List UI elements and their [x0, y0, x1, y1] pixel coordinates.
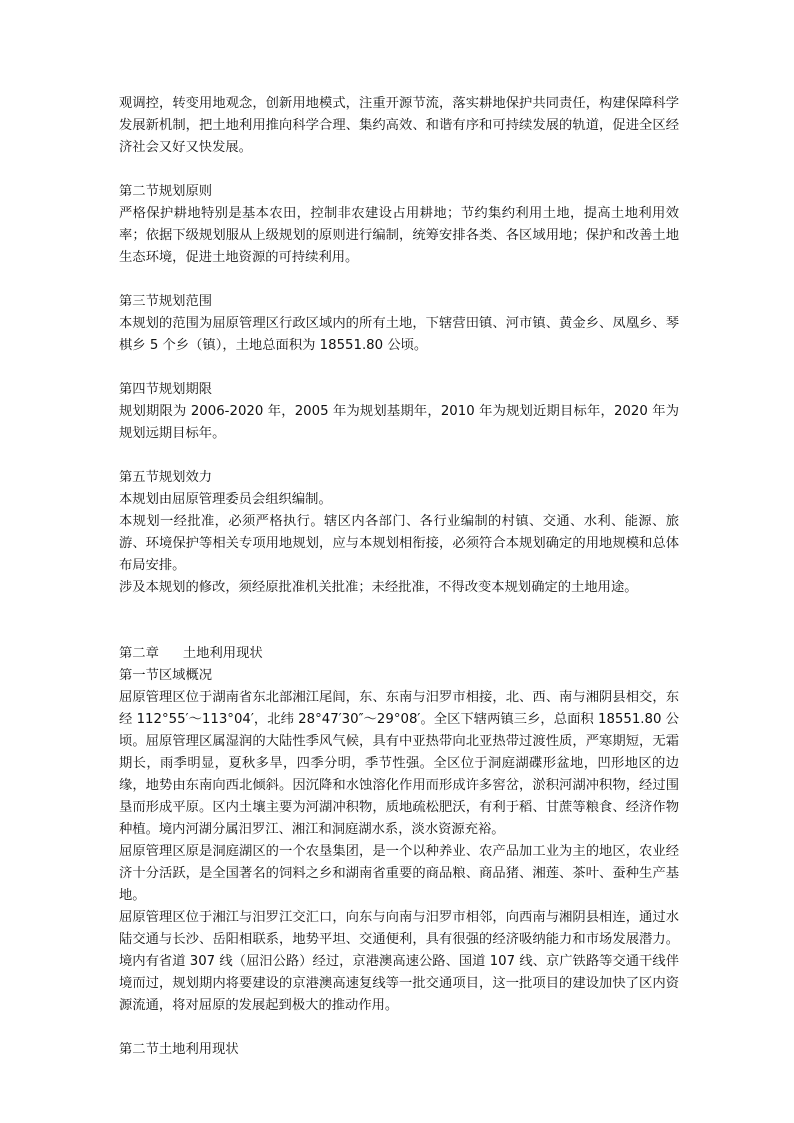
section-heading-region: 第一节区域概况	[119, 668, 213, 683]
spacer	[119, 1017, 679, 1039]
effect-paragraph-2: 本规划一经批准，必须严格执行。辖区内各部门、各行业编制的村镇、交通、水利、能源、旅游、环境保护等相关专项用地规划，应与本规划相衔接，必须符合本规划确定的用地规模和总体布局安排。	[119, 514, 679, 573]
chapter-title: 土地利用现状	[182, 646, 263, 661]
chapter-label: 第二章	[119, 646, 159, 661]
spacer	[119, 269, 679, 291]
region-paragraph-1: 屈原管理区位于湖南省东北部湘江尾闾，东、东南与汨罗市相接，北、西、南与湘阴县相交，东经 112°55′～113°04′，北纬 28°47′30″～29°08′。全区下辖两镇三乡，总面积 18551.80 公顷。屈原管理区属湿润的大陆性季风气候，具有中亚热带向北亚热带过渡性质，严寒期短，无霜期长，雨季明显，夏秋多旱，四季分明，季节性强。全区位于洞庭湖碟形盆地，凹形地区的边缘，地势由东南向西北倾斜。因沉降和水蚀溶化作用而形成许多窖岔，淤积河湖冲积物，经过围垦而形成平原。区内土壤主要为河湖冲积物，质地疏松肥沃，有利于稻、甘蔗等粮食、经济作物种植。境内河湖分属汨罗江、湘江和洞庭湖水系，淡水资源充裕。	[119, 690, 679, 837]
spacer	[119, 159, 679, 181]
effect-paragraph-1: 本规划由屈原管理委员会组织编制。	[119, 492, 332, 507]
spacer	[119, 445, 679, 467]
region-paragraph-3: 屈原管理区位于湘江与汨罗江交汇口，向东与向南与汨罗市相邻，向西南与湘阴县相连，通过水陆交通与长沙、岳阳相联系，地势平坦、交通便利，具有很强的经济吸纳能力和市场发展潜力。境内有省道 307 线（屈汨公路）经过，京港澳高速公路、国道 107 线、京广铁路等交通干线伴境而过，规划期内将要建设的京港澳高速复线等一批交通项目，这一批项目的建设加快了区内资源流通，将对屈原的发展起到极大的推动作用。	[119, 910, 679, 1013]
region-paragraph-2: 屈原管理区原是洞庭湖区的一个农垦集团，是一个以种养业、农产品加工业为主的地区，农业经济十分活跃，是全国著名的饲料之乡和湖南省重要的商品粮、商品猪、湘莲、茶叶、蚕种生产基地。	[119, 844, 679, 903]
section-heading-land-use: 第二节土地利用现状	[119, 1042, 239, 1057]
section-heading-scope: 第三节规划范围	[119, 294, 213, 309]
spacer	[119, 357, 679, 379]
scope-paragraph: 本规划的范围为屈原管理区行政区域内的所有土地，下辖营田镇、河市镇、黄金乡、凤凰乡、琴棋乡 5 个乡（镇），土地总面积为 18551.80 公顷。	[119, 316, 679, 353]
period-paragraph: 规划期限为 2006-2020 年，2005 年为规划基期年，2010 年为规划近期目标年，2020 年为规划远期目标年。	[119, 404, 679, 441]
section-heading-principles: 第二节规划原则	[119, 184, 213, 199]
section-heading-period: 第四节规划期限	[119, 382, 213, 397]
principles-paragraph: 严格保护耕地特别是基本农田，控制非农建设占用耕地；节约集约利用土地，提高土地利用效率；依据下级规划服从上级规划的原则进行编制，统筹安排各类、各区域用地；保护和改善土地生态环境，促进土地资源的可持续利用。	[119, 206, 679, 265]
spacer	[119, 599, 679, 643]
section-heading-effect: 第五节规划效力	[119, 470, 213, 485]
document-page	[119, 93, 679, 1061]
effect-paragraph-3: 涉及本规划的修改，须经原批准机关批准；未经批准，不得改变本规划确定的土地用途。	[119, 580, 638, 595]
chapter-heading	[119, 643, 679, 665]
intro-paragraph: 观调控，转变用地观念，创新用地模式，注重开源节流，落实耕地保护共同责任，构建保障科学发展新机制，把土地利用推向科学合理、集约高效、和谐有序和可持续发展的轨道，促进全区经济社会又好又快发展。	[119, 96, 679, 155]
